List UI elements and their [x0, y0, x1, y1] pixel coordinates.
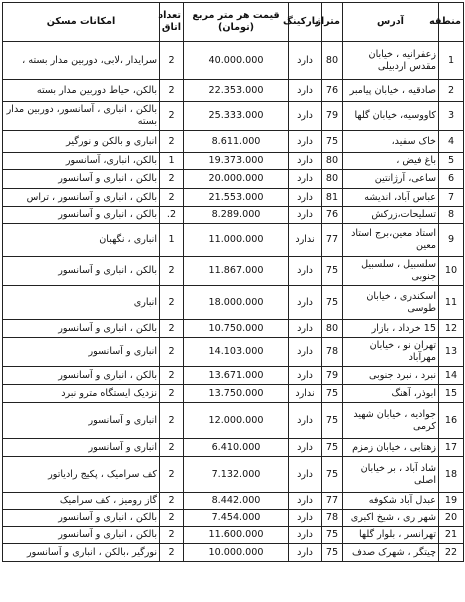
table-row — [3, 153, 464, 170]
cell-region: 14 — [439, 367, 464, 385]
cell-address: تهران نو ، خیابان مهرآباد — [343, 338, 439, 367]
table-row — [3, 493, 464, 510]
cell-address: خاک سفید، — [343, 131, 439, 153]
table-row — [3, 257, 464, 286]
cell-region: 21 — [439, 527, 464, 544]
cell-address: زعفرانیه ، خیابان مقدس اردبیلی — [343, 42, 439, 80]
cell-region: 16 — [439, 403, 464, 439]
cell-price: 10.000.000 — [184, 544, 289, 562]
cell-address: نبرد ، نبرد جنوبی — [343, 367, 439, 385]
cell-amenities: نورگیر ،بالکن ، انباری و آسانسور — [3, 544, 160, 562]
cell-parking: دارد — [289, 510, 322, 527]
header-row — [3, 3, 464, 42]
cell-amenities: بالکن ، انباری و آسانسور — [3, 320, 160, 338]
cell-area: 75 — [322, 286, 343, 320]
cell-rooms: 2 — [160, 527, 184, 544]
cell-area: 80 — [322, 320, 343, 338]
cell-amenities: گاز رومیز ، کف سرامیک — [3, 493, 160, 510]
cell-rooms: 2 — [160, 42, 184, 80]
cell-amenities: سرایدار ،لابی، دوربین مدار بسته ، — [3, 42, 160, 80]
cell-amenities: بالکن ، انباری و آسانسور — [3, 527, 160, 544]
cell-parking: ندارد — [289, 385, 322, 403]
cell-region: 17 — [439, 439, 464, 457]
cell-parking: دارد — [289, 403, 322, 439]
cell-address: باغ فیض ، — [343, 153, 439, 170]
table-row — [3, 42, 464, 80]
table-row — [3, 439, 464, 457]
table-row — [3, 527, 464, 544]
cell-rooms: 2 — [160, 80, 184, 102]
cell-area: 75 — [322, 403, 343, 439]
cell-address: عباس آباد، اندیشه — [343, 189, 439, 207]
cell-region: 12 — [439, 320, 464, 338]
cell-parking: دارد — [289, 42, 322, 80]
cell-region: 8 — [439, 207, 464, 224]
cell-amenities: انباری و بالکن و نورگیر — [3, 131, 160, 153]
cell-price: 20.000.000 — [184, 170, 289, 189]
cell-address: کاووسیه، خیابان گلها — [343, 102, 439, 131]
cell-area: 81 — [322, 189, 343, 207]
cell-rooms: 2 — [160, 493, 184, 510]
cell-price: 18.000.000 — [184, 286, 289, 320]
header-region: منطقه — [439, 3, 464, 42]
cell-region: 15 — [439, 385, 464, 403]
table-row — [3, 510, 464, 527]
cell-area: 80 — [322, 170, 343, 189]
table-row — [3, 102, 464, 131]
cell-region: 3 — [439, 102, 464, 131]
cell-rooms: 1 — [160, 224, 184, 257]
cell-address: عبدل آباد شکوفه — [343, 493, 439, 510]
cell-parking: دارد — [289, 439, 322, 457]
cell-rooms: 2. — [160, 207, 184, 224]
cell-price: 12.000.000 — [184, 403, 289, 439]
cell-price: 8.611.000 — [184, 131, 289, 153]
cell-amenities: کف سرامیک ، پکیج رادیاتور — [3, 457, 160, 493]
cell-price: 11.000.000 — [184, 224, 289, 257]
cell-parking: دارد — [289, 457, 322, 493]
cell-area: 80 — [322, 42, 343, 80]
table-row — [3, 338, 464, 367]
cell-area: 79 — [322, 367, 343, 385]
cell-address: استاد معین،برج استاد معین — [343, 224, 439, 257]
cell-amenities: بالکن ، انباری و آسانسور — [3, 510, 160, 527]
cell-area: 76 — [322, 207, 343, 224]
cell-region: 5 — [439, 153, 464, 170]
cell-parking: دارد — [289, 102, 322, 131]
cell-parking: دارد — [289, 153, 322, 170]
cell-address: شاد آباد ، بر خیابان اصلی — [343, 457, 439, 493]
cell-area: 75 — [322, 131, 343, 153]
cell-rooms: 2 — [160, 131, 184, 153]
cell-price: 8.442.000 — [184, 493, 289, 510]
cell-address: شهر ری ، شیخ اکبری — [343, 510, 439, 527]
cell-region: 4 — [439, 131, 464, 153]
cell-amenities: بالکن ، انباری و آسانسور ، تراس — [3, 189, 160, 207]
housing-price-table — [2, 2, 464, 562]
cell-amenities: نزدیک ایستگاه مترو نبرد — [3, 385, 160, 403]
cell-price: 7.132.000 — [184, 457, 289, 493]
cell-region: 13 — [439, 338, 464, 367]
cell-area: 76 — [322, 80, 343, 102]
cell-rooms: 2 — [160, 286, 184, 320]
cell-area: 75 — [322, 439, 343, 457]
cell-price: 6.410.000 — [184, 439, 289, 457]
cell-address: اسکندری ، خیابان طوسی — [343, 286, 439, 320]
cell-address: سلسبیل ، سلسبیل جنوبی — [343, 257, 439, 286]
cell-address: جوادیه ، خیابان شهید کرمی — [343, 403, 439, 439]
cell-amenities: بالکن ، انباری و آسانسور — [3, 367, 160, 385]
cell-area: 75 — [322, 544, 343, 562]
cell-amenities: بالکن ، انباری ، آسانسور، دوربین مدار بسته — [3, 102, 160, 131]
table-row — [3, 80, 464, 102]
cell-address: 15 خرداد ، بازار — [343, 320, 439, 338]
cell-address: صادقیه ، خیابان پیامبر — [343, 80, 439, 102]
cell-region: 11 — [439, 286, 464, 320]
header-address: آدرس — [343, 3, 439, 42]
cell-rooms: 1 — [160, 153, 184, 170]
cell-price: 14.103.000 — [184, 338, 289, 367]
cell-price: 7.454.000 — [184, 510, 289, 527]
cell-rooms: 2 — [160, 170, 184, 189]
cell-price: 40.000.000 — [184, 42, 289, 80]
cell-parking: دارد — [289, 338, 322, 367]
header-amenities: امکانات مسکن — [3, 3, 160, 42]
cell-rooms: 2 — [160, 544, 184, 562]
cell-price: 19.373.000 — [184, 153, 289, 170]
cell-area: 77 — [322, 224, 343, 257]
cell-region: 1 — [439, 42, 464, 80]
table-row — [3, 367, 464, 385]
cell-price: 21.553.000 — [184, 189, 289, 207]
cell-parking: دارد — [289, 493, 322, 510]
cell-price: 22.353.000 — [184, 80, 289, 102]
cell-parking: دارد — [289, 527, 322, 544]
cell-region: 20 — [439, 510, 464, 527]
cell-parking: دارد — [289, 170, 322, 189]
cell-address: چیتگر ، شهرک صدف — [343, 544, 439, 562]
table-row — [3, 385, 464, 403]
cell-rooms: 2 — [160, 189, 184, 207]
cell-rooms: 2 — [160, 102, 184, 131]
table-row — [3, 403, 464, 439]
cell-amenities: انباری ، نگهبان — [3, 224, 160, 257]
table-row — [3, 207, 464, 224]
cell-address: تسلیحات،زرکش — [343, 207, 439, 224]
cell-area: 78 — [322, 338, 343, 367]
cell-parking: دارد — [289, 207, 322, 224]
cell-area: 78 — [322, 510, 343, 527]
cell-rooms: 2 — [160, 439, 184, 457]
cell-amenities: انباری و آسانسور — [3, 338, 160, 367]
cell-region: 9 — [439, 224, 464, 257]
cell-price: 25.333.000 — [184, 102, 289, 131]
cell-parking: دارد — [289, 367, 322, 385]
cell-price: 11.867.000 — [184, 257, 289, 286]
header-area: متراژ — [322, 3, 343, 42]
cell-area: 75 — [322, 385, 343, 403]
cell-address: زهتابی ، خیابان زمزم — [343, 439, 439, 457]
cell-address: ساعی، آرژانتین — [343, 170, 439, 189]
cell-area: 75 — [322, 457, 343, 493]
cell-rooms: 2 — [160, 385, 184, 403]
cell-area: 75 — [322, 257, 343, 286]
cell-amenities: انباری — [3, 286, 160, 320]
cell-area: 80 — [322, 153, 343, 170]
cell-rooms: 2 — [160, 338, 184, 367]
cell-region: 19 — [439, 493, 464, 510]
cell-rooms: 2 — [160, 510, 184, 527]
cell-price: 13.671.000 — [184, 367, 289, 385]
table-row — [3, 189, 464, 207]
header-rooms: تعداد اتاق — [160, 3, 184, 42]
table-row — [3, 131, 464, 153]
cell-region: 22 — [439, 544, 464, 562]
cell-area: 77 — [322, 493, 343, 510]
table-row — [3, 224, 464, 257]
table-row — [3, 320, 464, 338]
cell-region: 10 — [439, 257, 464, 286]
table-row — [3, 544, 464, 562]
table-row — [3, 286, 464, 320]
cell-region: 2 — [439, 80, 464, 102]
cell-region: 18 — [439, 457, 464, 493]
cell-address: تهرانسر ، بلوار گلها — [343, 527, 439, 544]
cell-price: 10.750.000 — [184, 320, 289, 338]
table-row — [3, 457, 464, 493]
cell-parking: دارد — [289, 131, 322, 153]
cell-amenities: انباری و آسانسور — [3, 439, 160, 457]
table-row — [3, 170, 464, 189]
cell-amenities: بالکن، حیاط دوربین مدار بسته — [3, 80, 160, 102]
cell-parking: دارد — [289, 544, 322, 562]
cell-price: 11.600.000 — [184, 527, 289, 544]
cell-amenities: انباری و آسانسور — [3, 403, 160, 439]
cell-region: 6 — [439, 170, 464, 189]
cell-rooms: 2 — [160, 367, 184, 385]
cell-price: 13.750.000 — [184, 385, 289, 403]
cell-rooms: 2 — [160, 403, 184, 439]
cell-parking: دارد — [289, 320, 322, 338]
cell-amenities: بالکن ، انباری و آسانسور — [3, 207, 160, 224]
header-parking: پارکینگ — [289, 3, 322, 42]
cell-rooms: 2 — [160, 257, 184, 286]
cell-amenities: بالکن ، انباری و آسانسور — [3, 170, 160, 189]
cell-parking: ندارد — [289, 224, 322, 257]
cell-area: 79 — [322, 102, 343, 131]
cell-area: 75 — [322, 527, 343, 544]
cell-parking: دارد — [289, 257, 322, 286]
cell-rooms: 2 — [160, 457, 184, 493]
cell-region: 7 — [439, 189, 464, 207]
cell-parking: دارد — [289, 189, 322, 207]
cell-amenities: بالکن ، انباری و آسانسور — [3, 257, 160, 286]
cell-parking: دارد — [289, 80, 322, 102]
cell-price: 8.289.000 — [184, 207, 289, 224]
cell-amenities: بالکن، انباری، آسانسور — [3, 153, 160, 170]
cell-parking: دارد — [289, 286, 322, 320]
cell-address: ابوذر، آهنگ — [343, 385, 439, 403]
header-price: قیمت هر متر مربع (تومان) — [184, 3, 289, 42]
cell-rooms: 2 — [160, 320, 184, 338]
